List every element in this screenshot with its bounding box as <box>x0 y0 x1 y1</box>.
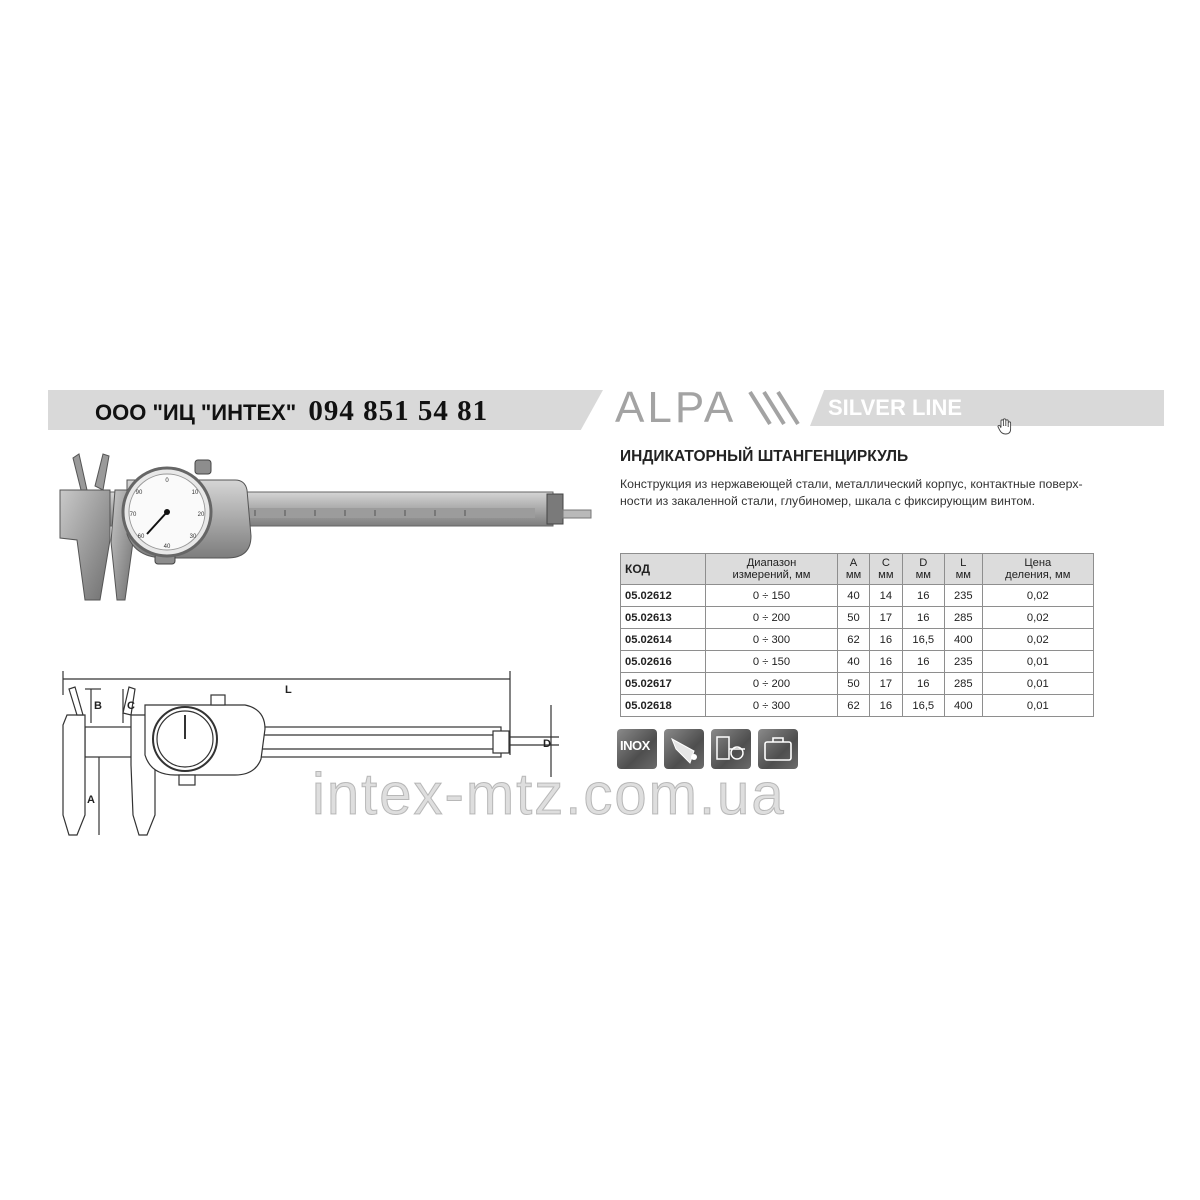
product-line: SILVER LINE <box>828 395 963 420</box>
cell-range: 0 ÷ 150 <box>706 651 838 673</box>
cell-d: 16 <box>902 651 944 673</box>
inox-label: INOX <box>620 738 650 753</box>
description-line: Конструкция из нержавеющей стали, металлический корпус, контактные поверх- <box>620 477 1083 491</box>
svg-text:10: 10 <box>191 490 199 496</box>
table-row <box>621 629 1094 651</box>
cell-c: 14 <box>870 585 902 607</box>
cell-l: 235 <box>945 585 983 607</box>
cell-division: 0,02 <box>982 607 1093 629</box>
cell-l: 285 <box>945 607 983 629</box>
cell-l: 400 <box>945 629 983 651</box>
cell-c: 16 <box>870 695 902 717</box>
company-phone: 094 851 54 81 <box>308 395 489 427</box>
svg-text:20: 20 <box>197 512 205 518</box>
dim-label-C: C <box>127 700 135 712</box>
cell-code: 05.02617 <box>621 673 706 695</box>
cell-c: 16 <box>870 629 902 651</box>
cell-a: 62 <box>837 695 869 717</box>
cell-range: 0 ÷ 300 <box>706 695 838 717</box>
cell-division: 0,01 <box>982 673 1093 695</box>
col-header-c: C мм <box>870 554 902 585</box>
product-description <box>620 476 1150 510</box>
table-header-row <box>621 554 1094 585</box>
cell-range: 0 ÷ 300 <box>706 629 838 651</box>
cell-c: 17 <box>870 673 902 695</box>
col-header-a: A мм <box>837 554 869 585</box>
col-header-d: D мм <box>902 554 944 585</box>
table-row <box>621 651 1094 673</box>
dim-label-L: L <box>285 684 292 696</box>
cell-code: 05.02613 <box>621 607 706 629</box>
col-header-l: L мм <box>945 554 983 585</box>
watermark: intex-mtz.com.ua <box>312 762 786 827</box>
svg-text:40: 40 <box>163 544 171 550</box>
cell-a: 50 <box>837 673 869 695</box>
cell-d: 16 <box>902 673 944 695</box>
dim-label-A: A <box>87 794 95 806</box>
cell-range: 0 ÷ 200 <box>706 673 838 695</box>
cell-division: 0,01 <box>982 651 1093 673</box>
cell-division: 0,02 <box>982 585 1093 607</box>
dim-label-B: B <box>94 700 102 712</box>
cell-range: 0 ÷ 200 <box>706 607 838 629</box>
brand-slashes-icon <box>748 388 808 428</box>
cell-l: 235 <box>945 651 983 673</box>
specs-table <box>620 553 1094 717</box>
table-row <box>621 695 1094 717</box>
table-row <box>621 673 1094 695</box>
cell-division: 0,02 <box>982 629 1093 651</box>
cell-code: 05.02618 <box>621 695 706 717</box>
cell-code: 05.02614 <box>621 629 706 651</box>
cell-range: 0 ÷ 150 <box>706 585 838 607</box>
cell-a: 40 <box>837 585 869 607</box>
cell-d: 16,5 <box>902 695 944 717</box>
cell-l: 285 <box>945 673 983 695</box>
cell-d: 16 <box>902 607 944 629</box>
company-info <box>95 394 488 428</box>
company-name: ООО "ИЦ "ИНТЕХ" <box>95 400 297 425</box>
cell-code: 05.02612 <box>621 585 706 607</box>
description-line: ности из закаленной стали, глубиномер, шкала с фиксирующим винтом. <box>620 494 1036 508</box>
cell-d: 16,5 <box>902 629 944 651</box>
svg-text:90: 90 <box>135 490 143 496</box>
cell-c: 17 <box>870 607 902 629</box>
cell-code: 05.02616 <box>621 651 706 673</box>
cell-l: 400 <box>945 695 983 717</box>
caliper-photo <box>55 450 595 620</box>
cell-a: 50 <box>837 607 869 629</box>
cell-c: 16 <box>870 651 902 673</box>
col-header-range: Диапазон измерений, мм <box>706 554 838 585</box>
table-row <box>621 607 1094 629</box>
product-title: ИНДИКАТОРНЫЙ ШТАНГЕНЦИРКУЛЬ <box>620 448 909 465</box>
dim-label-D: D <box>543 738 551 750</box>
cell-a: 62 <box>837 629 869 651</box>
svg-text:60: 60 <box>137 534 145 540</box>
cell-division: 0,01 <box>982 695 1093 717</box>
svg-text:30: 30 <box>189 534 197 540</box>
brand-logo: ALPA <box>615 383 737 432</box>
svg-text:0: 0 <box>165 478 169 484</box>
cell-d: 16 <box>902 585 944 607</box>
cell-a: 40 <box>837 651 869 673</box>
hand-cursor-icon <box>996 418 1014 436</box>
col-header-division: Цена деления, мм <box>982 554 1093 585</box>
svg-text:70: 70 <box>129 512 137 518</box>
col-header-code: КОД <box>621 554 706 585</box>
table-row <box>621 585 1094 607</box>
